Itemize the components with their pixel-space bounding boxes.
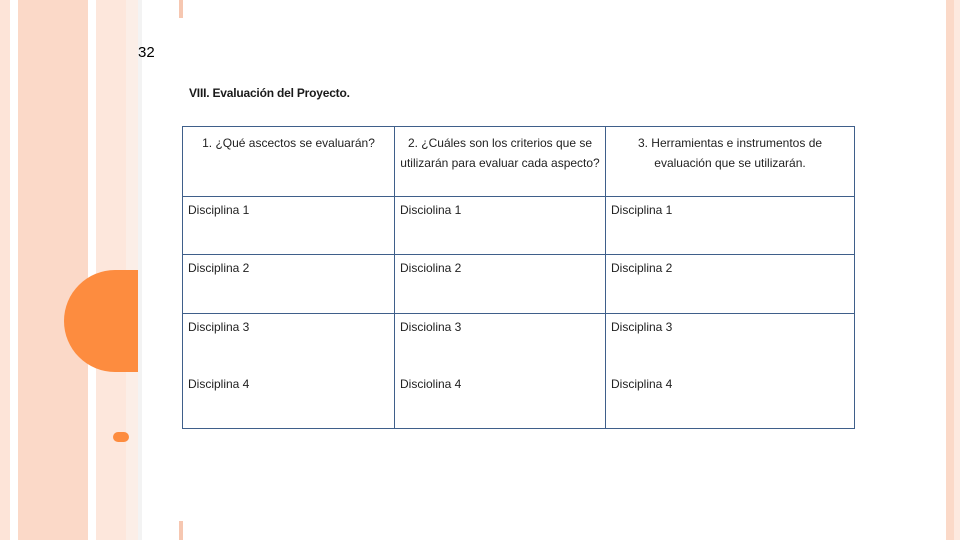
column-header: 2. ¿Cuáles son los criterios que se utilizarán para evaluar cada aspecto? — [395, 127, 606, 197]
decor-stripe — [10, 0, 18, 540]
evaluation-table — [182, 126, 855, 429]
table-cell: Disciplina 4 — [606, 371, 855, 428]
table-cell: Disciolina 1 — [395, 196, 606, 255]
decor-stripe — [18, 0, 88, 540]
table-row — [183, 313, 855, 371]
table-cell: Disciplina 3 — [183, 313, 395, 371]
table-cell: Disciolina 2 — [395, 255, 606, 314]
table-cell: Disciplina 2 — [183, 255, 395, 314]
decor-tick — [179, 0, 183, 18]
table-row — [183, 255, 855, 314]
table-cell: Disciplina 1 — [606, 196, 855, 255]
table-cell: Disciolina 3 — [395, 313, 606, 371]
section-title: VIII. Evaluación del Proyecto. — [189, 86, 350, 100]
decor-orange-dot — [113, 432, 129, 442]
table-cell: Disciplina 1 — [183, 196, 395, 255]
column-header: 1. ¿Qué ascectos se evaluarán? — [183, 127, 395, 197]
decor-stripe — [138, 0, 142, 540]
decor-stripe-right — [946, 0, 954, 540]
decor-tick — [179, 521, 183, 540]
table-row — [183, 196, 855, 255]
table-row — [183, 371, 855, 428]
column-header: 3. Herramientas e instrumentos de evaluación que se utilizarán. — [606, 127, 855, 197]
table-cell: Disciplina 4 — [183, 371, 395, 428]
table-header-row — [183, 127, 855, 197]
decor-stripe-right — [954, 0, 960, 540]
table-cell: Disciplina 3 — [606, 313, 855, 371]
decor-stripe — [88, 0, 96, 540]
slide-number: 32 — [138, 44, 155, 61]
table-cell: Disciplina 2 — [606, 255, 855, 314]
table-cell: Disciolina 4 — [395, 371, 606, 428]
decor-stripe — [0, 0, 10, 540]
